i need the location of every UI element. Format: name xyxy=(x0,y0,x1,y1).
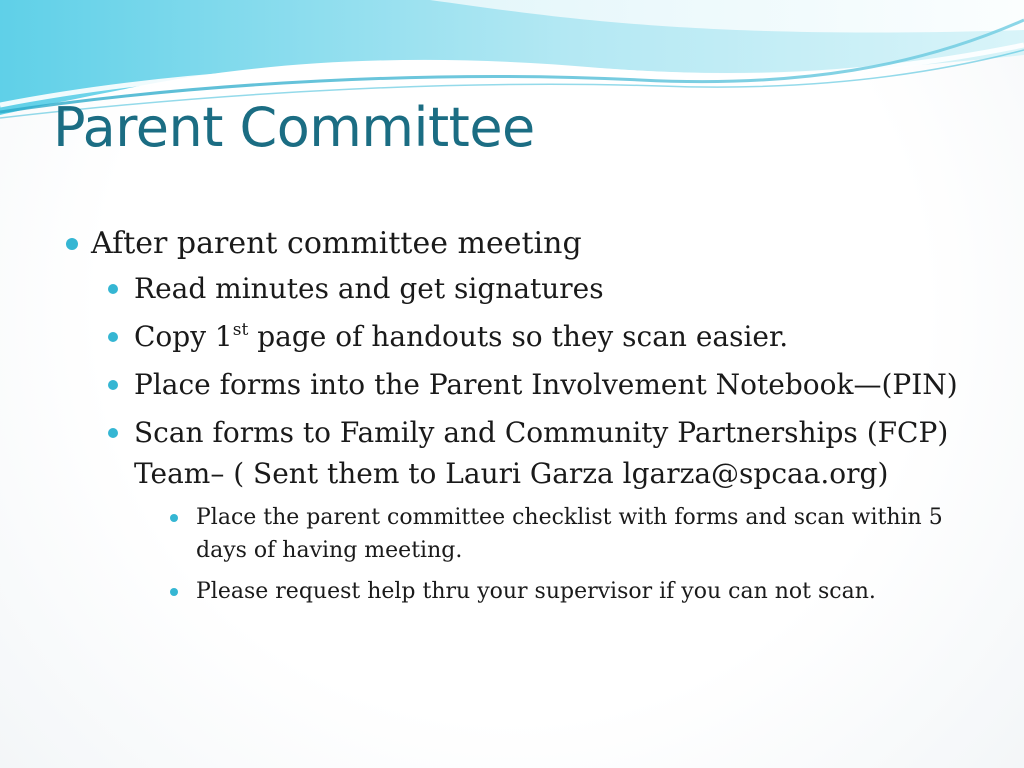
bullet-dot-icon xyxy=(170,514,178,522)
bullet-dot-icon xyxy=(170,588,178,596)
bullet-place-forms-text: Place forms into the Parent Involvement Notebook—(PIN) xyxy=(134,368,958,401)
bullet-copy-superscript: st xyxy=(232,320,249,340)
bullet-main-text: After parent committee meeting xyxy=(91,226,582,261)
bullet-main xyxy=(60,222,960,266)
bullet-scan-forms xyxy=(60,412,960,494)
bullet-copy-handouts xyxy=(60,316,960,357)
bullet-copy-prefix: Copy 1 xyxy=(134,320,233,353)
subbullet-request-help xyxy=(60,575,960,608)
bullet-list xyxy=(60,222,960,616)
bullet-dot-icon xyxy=(108,332,118,342)
bullet-dot-icon xyxy=(108,380,118,390)
subbullet-request-help-text: Please request help thru your supervisor if you can not scan. xyxy=(196,579,876,604)
bullet-scan-forms-text: Scan forms to Family and Community Partnerships (FCP) Team– ( Sent them to Lauri Garza lgarza@spcaa.org) xyxy=(134,416,949,490)
subbullet-checklist-text: Place the parent committee checklist with forms and scan within 5 days of having meeting. xyxy=(196,505,943,563)
bullet-dot-icon xyxy=(108,284,118,294)
bullet-dot-icon xyxy=(108,428,118,438)
bullet-read-minutes-text: Read minutes and get signatures xyxy=(134,272,604,305)
bullet-place-forms xyxy=(60,364,960,405)
bullet-read-minutes xyxy=(60,268,960,309)
bullet-dot-icon xyxy=(66,238,78,250)
subbullet-checklist xyxy=(60,501,960,567)
bullet-copy-suffix: page of handouts so they scan easier. xyxy=(248,320,789,353)
slide-title: Parent Committee xyxy=(53,96,535,159)
